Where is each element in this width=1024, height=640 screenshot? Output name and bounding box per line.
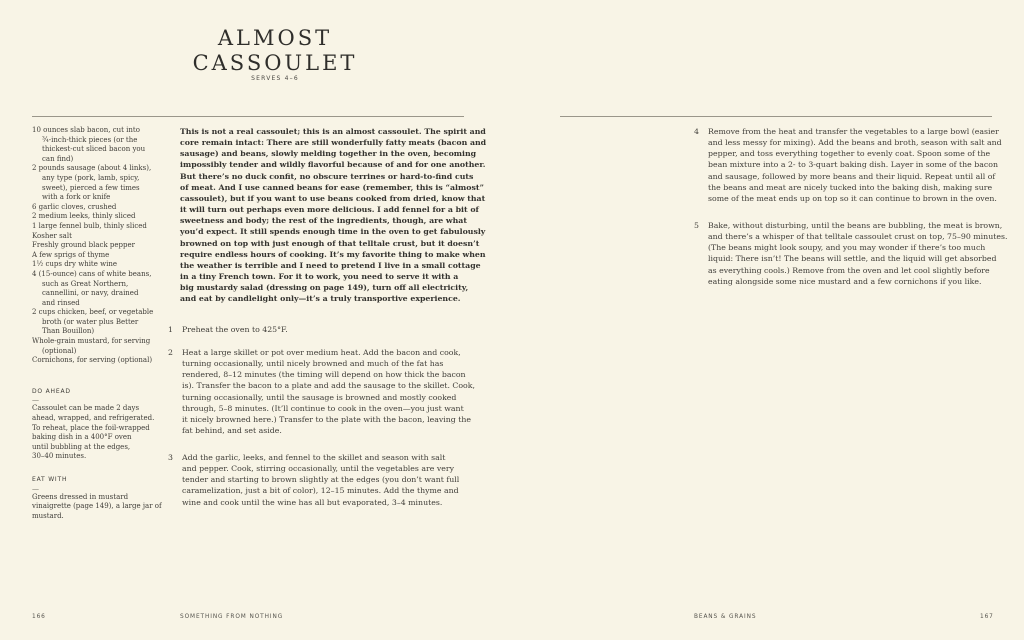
step-line: tender and starting to brown slightly at the edges (you don’t want full — [182, 475, 460, 485]
step-text — [182, 324, 288, 335]
step-line: Remove from the heat and transfer the vegetables to a large bowl (easier — [708, 127, 999, 136]
eat-with-line: Greens dressed in mustard — [32, 492, 129, 501]
step-number: 5 — [694, 221, 699, 230]
ingredient-line: and rinsed — [42, 298, 80, 307]
serves-label: SERVES 4–6 — [251, 75, 299, 82]
ingredient-line: 1½ cups dry white wine — [32, 260, 117, 269]
step-line: as everything cools.) Remove from the oven and let cool slightly before — [708, 265, 990, 275]
do-ahead-dash: — — [32, 396, 39, 405]
ingredient-line: 2 cups chicken, beef, or vegetable — [32, 308, 154, 317]
title-line-2: CASSOULET — [192, 51, 358, 75]
step-line: turning occasionally, until the sausage is browned and mostly cooked — [182, 392, 457, 402]
ingredient-line: any type (pork, lamb, spicy, — [42, 173, 140, 182]
ingredient-line: thickest-cut sliced bacon you — [42, 145, 146, 154]
ingredient-line: ¾-inch-thick pieces (or the — [42, 135, 138, 144]
step-line: rendered, 8–12 minutes (the timing will depend on how thick the bacon — [182, 370, 466, 380]
title-line-1: ALMOST — [217, 26, 333, 50]
ingredient-line: 1 large fennel bulb, thinly sliced — [32, 221, 147, 230]
step-text — [708, 220, 1007, 287]
step-line: eating alongside some nice mustard and a few cornichons if you like. — [708, 276, 982, 286]
ingredient-line: cannellini, or navy, drained — [42, 289, 139, 298]
intro-line: cassoulet), but if you want to use beans cooked from dried, know that — [180, 193, 486, 203]
step-line: pepper, and toss everything together to evenly coat. Spoon some of the — [708, 149, 991, 159]
step-line: bean mixture into a 2- to 3-quart baking dish. Layer in some of the bacon — [708, 160, 999, 170]
intro-line: you’d expect. It still spends enough time in the oven to get fabulously — [180, 227, 486, 237]
intro-line: impossibly tender and wildly flavorful because of and for one another. — [180, 160, 486, 170]
do-ahead-text — [32, 404, 172, 462]
ingredient-line: can find) — [42, 154, 74, 163]
right-page-number: 167 — [980, 614, 994, 620]
ingredient-line: broth (or water plus Better — [42, 317, 139, 326]
eat-with-dash: — — [32, 484, 39, 493]
intro-line: sweetness and body; the rest of the ingredients, though, are what — [180, 216, 467, 226]
ingredient-line: Cornichons, for serving (optional) — [32, 356, 153, 365]
ingredient-line: A few sprigs of thyme — [32, 250, 110, 259]
intro-line: core remain intact: There are still wonderfully fatty meats (bacon and — [180, 138, 487, 148]
ingredient-line: 10 ounces slab bacon, cut into — [32, 126, 140, 134]
step-line: Heat a large skillet or pot over medium heat. Add the bacon and cook, — [182, 348, 461, 357]
intro-line: This is not a real cassoulet; this is an almost cassoulet. The spirit and — [180, 127, 486, 136]
step-line: fat behind, and set aside. — [182, 426, 282, 436]
intro-line: the weather is terrible and I need to pretend I live in a small cottage — [180, 260, 481, 270]
ingredients-sidebar — [32, 126, 172, 521]
right-running-head: BEANS & GRAINS — [694, 614, 757, 620]
ingredient-line: 4 (15-ounce) cans of white beans, — [32, 269, 152, 278]
step-number: 3 — [168, 453, 173, 462]
intro-paragraph — [180, 126, 487, 305]
step-line: through, 5–8 minutes. (It’ll continue to cook in the oven—you just want — [182, 403, 464, 413]
intro-line: in a tiny French town. For it to work, you need to serve it with a — [180, 272, 459, 282]
right-page-rule — [560, 116, 992, 117]
step-line: (The beans might look soupy, and you may wonder if there’s too much — [708, 243, 986, 253]
intro-line: browned on top with just enough of that telltale crust, but it doesn’t — [180, 238, 480, 248]
step-line: it nicely browned here.) Transfer to the plate with the bacon, leaving the — [182, 414, 472, 424]
ingredient-list — [32, 126, 172, 366]
intro-line: But there’s no duck confit, no obscure terrines or hard-to-find cuts — [180, 171, 474, 181]
step-number: 2 — [168, 348, 173, 357]
ingredient-line: 2 medium leeks, thinly sliced — [32, 212, 136, 221]
step-line: and sausage, followed by more beans and their liquid. Repeat until all of — [708, 171, 996, 181]
ingredient-line: 6 garlic cloves, crushed — [32, 202, 117, 211]
eat-with-text — [32, 493, 172, 522]
intro-line: big mustardy salad (dressing on page 149), turn off all electricity, — [180, 283, 469, 293]
ingredient-line: such as Great Northern, — [42, 279, 129, 288]
step-text — [182, 452, 459, 508]
step-line: Preheat the oven to 425°F. — [182, 325, 288, 334]
step-text — [708, 126, 1002, 204]
ingredient-line: Freshly ground black pepper — [32, 241, 135, 250]
eat-with-line: vinaigrette (page 149), a large jar of — [32, 502, 162, 511]
ingredient-line: sweet), pierced a few times — [42, 183, 140, 192]
step-line: Add the garlic, leeks, and fennel to the skillet and season with salt — [182, 453, 446, 462]
step-line: the beans and meat are nicely tucked into the baking dish, making sure — [708, 182, 993, 192]
left-running-head: SOMETHING FROM NOTHING — [180, 614, 284, 620]
step-text — [182, 347, 475, 436]
intro-line: and eat by candlelight only—it’s a truly transportive experience. — [180, 294, 461, 304]
ingredient-line: Kosher salt — [32, 231, 72, 240]
step-number: 4 — [694, 127, 699, 136]
step-line: and there’s a whisper of that telltale cassoulet crust on top, 75–90 minutes. — [708, 232, 1008, 242]
do-ahead-heading: DO AHEAD — [32, 387, 71, 395]
step-line: and less messy for mixing). Add the beans and broth, season with salt and — [708, 138, 1002, 148]
intro-line: require endless hours of cooking. It’s my favorite thing to make when — [180, 249, 486, 259]
intro-line: of meat. And I use canned beans for ease (remember, this is “almost” — [180, 182, 484, 192]
left-page-rule — [32, 116, 464, 117]
step-line: Bake, without disturbing, until the beans are bubbling, the meat is brown, — [708, 221, 1003, 230]
do-ahead-line: until bubbling at the edges, — [32, 442, 131, 451]
eat-with-line: mustard. — [32, 511, 64, 520]
step-line: some of the meat ends up on top so it can continue to brown in the oven. — [708, 193, 997, 203]
intro-line: sausage) and beans, slowly melding together in the oven, becoming — [180, 149, 477, 159]
do-ahead-line: 30–40 minutes. — [32, 452, 87, 461]
step-line: turning occasionally, until nicely browned and much of the fat has — [182, 359, 444, 369]
recipe-title — [150, 26, 400, 76]
step-line: liquid: There isn’t! The beans will settle, and the liquid will get absorbed — [708, 254, 997, 264]
step-line: and pepper. Cook, stirring occasionally, until the vegetables are very — [182, 464, 455, 474]
ingredient-line: with a fork or knife — [42, 193, 111, 202]
do-ahead-line: Cassoulet can be made 2 days — [32, 404, 140, 413]
eat-with-heading: EAT WITH — [32, 476, 68, 483]
do-ahead-line: baking dish in a 400°F oven — [32, 433, 132, 442]
ingredient-line: 2 pounds sausage (about 4 links), — [32, 164, 152, 173]
do-ahead-line: To reheat, place the foil-wrapped — [32, 423, 150, 432]
step-line: is). Transfer the bacon to a plate and add the sausage to the skillet. Cook, — [182, 381, 475, 391]
step-line: wine and cook until the wine has all but evaporated, 3–4 minutes. — [182, 497, 443, 507]
ingredient-line: Than Bouillon) — [42, 327, 95, 336]
do-ahead-line: ahead, wrapped, and refrigerated. — [32, 414, 155, 423]
left-page-number: 166 — [32, 614, 46, 620]
intro-line: it will turn out perhaps even more delicious. I add fennel for a bit of — [180, 205, 479, 215]
ingredient-line: (optional) — [42, 346, 77, 355]
step-line: caramelization, just a bit of color), 12–15 minutes. Add the thyme and — [182, 486, 459, 496]
ingredient-line: Whole-grain mustard, for serving — [32, 337, 151, 346]
step-number: 1 — [168, 325, 173, 334]
